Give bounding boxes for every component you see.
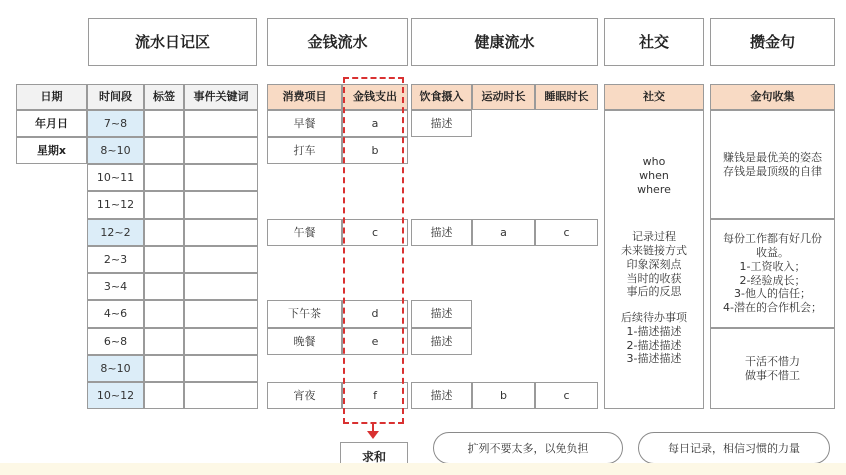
social-todo: 后续待办事项 1-描述描述 2-描述描述 3-描述描述 (621, 311, 687, 366)
header-keyword: 事件关键词 (184, 84, 258, 110)
time-slot[interactable]: 3~4 (87, 273, 144, 300)
keyword-cell[interactable] (184, 191, 258, 219)
social-who: who when where (637, 155, 671, 196)
header-date: 日期 (16, 84, 87, 110)
time-slot[interactable]: 6~8 (87, 328, 144, 355)
keyword-cell[interactable] (184, 300, 258, 328)
time-slot[interactable]: 7~8 (87, 110, 144, 137)
sum-box[interactable]: 求和 (340, 442, 408, 472)
section-social: 社交 (604, 18, 704, 66)
quote-2[interactable]: 每份工作都有好几份 收益。 1-工资收入； 2-经验成长； 3-他人的信任； 4-潜在的合作机会； (710, 219, 835, 328)
exercise-cell[interactable]: b (472, 382, 535, 409)
keyword-cell[interactable] (184, 382, 258, 409)
header-tag: 标签 (144, 84, 184, 110)
tag-cell[interactable] (144, 219, 184, 246)
expense-amount[interactable]: c (342, 219, 408, 246)
social-panel[interactable] (604, 110, 704, 409)
header-timeslot: 时间段 (87, 84, 144, 110)
bottom-strip (0, 463, 846, 475)
keyword-cell[interactable] (184, 137, 258, 164)
tag-cell[interactable] (144, 164, 184, 191)
expense-amount[interactable]: b (342, 137, 408, 164)
expense-item[interactable]: 下午茶 (267, 300, 342, 328)
keyword-cell[interactable] (184, 328, 258, 355)
section-money: 金钱流水 (267, 18, 408, 66)
header-food: 饮食摄入 (411, 84, 472, 110)
time-slot[interactable]: 8~10 (87, 355, 144, 382)
header-sleep: 睡眠时长 (535, 84, 598, 110)
quote-1[interactable]: 赚钱是最优美的姿态 存钱是最顶级的自律 (710, 110, 835, 219)
keyword-cell[interactable] (184, 164, 258, 191)
amount-column-highlight (343, 77, 404, 424)
food-cell[interactable]: 描述 (411, 328, 472, 355)
time-slot[interactable]: 10~11 (87, 164, 144, 191)
time-slot[interactable]: 12~2 (87, 219, 144, 246)
time-slot[interactable]: 10~12 (87, 382, 144, 409)
time-slot[interactable]: 2~3 (87, 246, 144, 273)
tip-pill-contacts: 扩列不要太多，以免负担 (433, 432, 623, 464)
expense-amount[interactable]: f (342, 382, 408, 409)
keyword-cell[interactable] (184, 355, 258, 382)
keyword-cell[interactable] (184, 110, 258, 137)
tag-cell[interactable] (144, 355, 184, 382)
expense-item[interactable]: 宵夜 (267, 382, 342, 409)
food-cell[interactable]: 描述 (411, 110, 472, 137)
sleep-cell[interactable]: c (535, 382, 598, 409)
tag-cell[interactable] (144, 300, 184, 328)
arrow-down-icon (365, 422, 381, 440)
expense-amount[interactable]: e (342, 328, 408, 355)
tag-cell[interactable] (144, 191, 184, 219)
tag-cell[interactable] (144, 273, 184, 300)
expense-item[interactable]: 打车 (267, 137, 342, 164)
header-expense-amount: 金钱支出 (342, 84, 408, 110)
date-label-ymd: 年月日 (16, 110, 87, 137)
header-social: 社交 (604, 84, 704, 110)
time-slot[interactable]: 4~6 (87, 300, 144, 328)
expense-item[interactable]: 早餐 (267, 110, 342, 137)
social-record: 记录过程 未来链接方式 印象深刻点 当时的收获 事后的反思 (621, 230, 687, 299)
section-health: 健康流水 (411, 18, 598, 66)
exercise-cell[interactable]: a (472, 219, 535, 246)
tip-pill-habit: 每日记录，相信习惯的力量 (638, 432, 830, 464)
header-exercise: 运动时长 (472, 84, 535, 110)
header-quotes: 金句收集 (710, 84, 835, 110)
keyword-cell[interactable] (184, 273, 258, 300)
keyword-cell[interactable] (184, 246, 258, 273)
food-cell[interactable]: 描述 (411, 300, 472, 328)
tag-cell[interactable] (144, 382, 184, 409)
tag-cell[interactable] (144, 328, 184, 355)
tag-cell[interactable] (144, 137, 184, 164)
expense-amount[interactable]: d (342, 300, 408, 328)
expense-item[interactable]: 晚餐 (267, 328, 342, 355)
date-label-weekday: 星期x (16, 137, 87, 164)
keyword-cell[interactable] (184, 219, 258, 246)
time-slot[interactable]: 8~10 (87, 137, 144, 164)
header-expense-item: 消费项目 (267, 84, 342, 110)
food-cell[interactable]: 描述 (411, 219, 472, 246)
quote-3[interactable]: 干活不惜力 做事不惜工 (710, 328, 835, 409)
expense-amount[interactable]: a (342, 110, 408, 137)
time-slot[interactable]: 11~12 (87, 191, 144, 219)
tag-cell[interactable] (144, 246, 184, 273)
tag-cell[interactable] (144, 110, 184, 137)
section-quotes: 攒金句 (710, 18, 835, 66)
sleep-cell[interactable]: c (535, 219, 598, 246)
section-diary: 流水日记区 (88, 18, 257, 66)
food-cell[interactable]: 描述 (411, 382, 472, 409)
expense-item[interactable]: 午餐 (267, 219, 342, 246)
